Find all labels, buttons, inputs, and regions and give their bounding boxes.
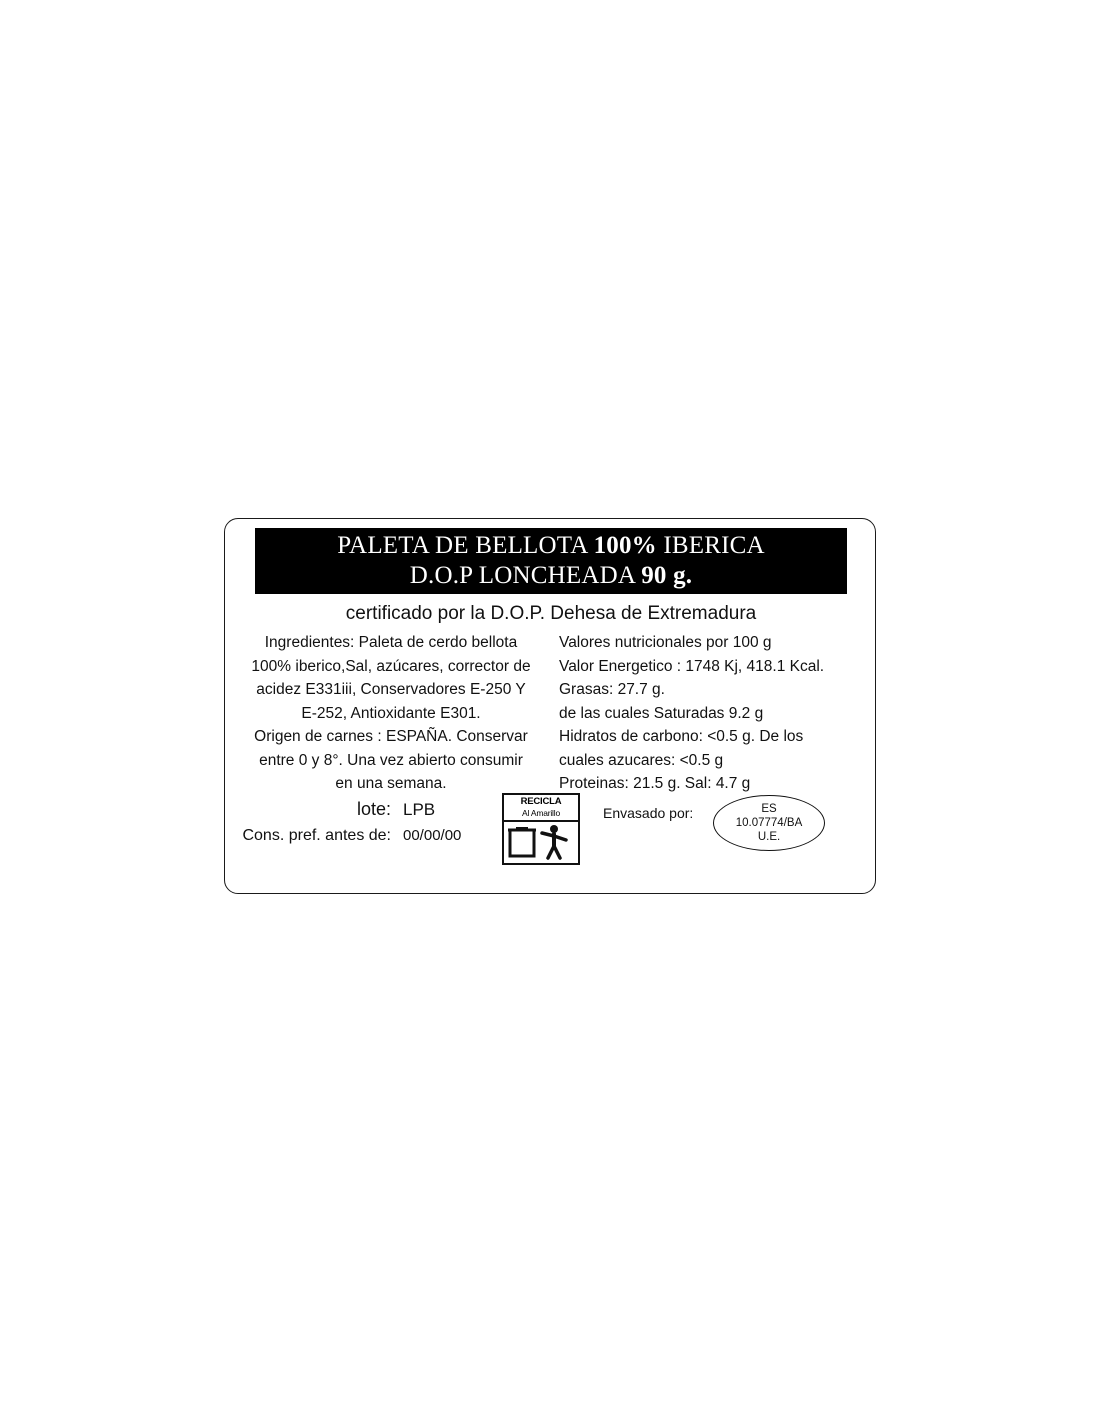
lote-row [231, 799, 481, 820]
best-before-value: 00/00/00 [403, 827, 462, 844]
label-footer [225, 787, 877, 887]
recycle-line-1: RECICLA [520, 796, 562, 807]
ingredients-line-6: entre 0 y 8°. Una vez abierto consumir [259, 751, 523, 769]
ingredients-line-2: 100% iberico,Sal, azúcares, corrector de [251, 657, 531, 675]
recycle-divider [504, 820, 578, 822]
product-label [224, 518, 876, 894]
recycle-icon [502, 793, 580, 865]
ingredients-line-3: acidez E331iii, Conservadores E-250 Y [256, 681, 526, 698]
recycle-line-2: Al Amarillo [522, 807, 560, 818]
ingredients-line-1: Ingredientes: Paleta de cerdo bellota [264, 634, 518, 651]
health-mark-line-3: U.E. [757, 831, 781, 843]
lote-value: LPB [403, 800, 436, 819]
title-line-1 [337, 531, 764, 561]
nutrition-protein: Proteinas: 21.5 g. Sal: 4.7 g [559, 775, 751, 792]
best-before-label: Cons. pref. antes de: [242, 827, 391, 844]
nutrition-energy: Valor Energetico : 1748 Kj, 418.1 Kcal. [559, 657, 825, 675]
label-title-bar [255, 528, 847, 594]
best-before-row [231, 827, 481, 845]
ingredients-line-5: Origen de carnes : ESPAÑA. Conservar [254, 728, 528, 745]
bin-person-icon [506, 824, 576, 860]
health-mark-oval [713, 795, 825, 851]
title-line-2 [410, 561, 692, 591]
label-columns [225, 631, 877, 796]
ingredients-line-7: en una semana. [335, 775, 447, 792]
title-line-1-tail: IBERICA [656, 532, 765, 559]
ingredients-line-4: E-252, Antioxidante E301. [301, 704, 481, 722]
title-line-1-light: PALETA DE BELLOTA [337, 532, 594, 559]
health-mark-line-2: 10.07774/BA [735, 817, 803, 829]
ingredients-block [225, 631, 543, 796]
nutrition-fat: Grasas: 27.7 g. [559, 681, 665, 698]
nutrition-sugars: cuales azucares: <0.5 g [559, 751, 724, 769]
packer-label: Envasado por: [603, 805, 694, 821]
title-line-2-light: D.O.P LONCHEADA [409, 562, 642, 589]
nutrition-carbs: Hidratos de carbono: <0.5 g. De los [559, 728, 804, 745]
nutrition-saturates: de las cuales Saturadas 9.2 g [559, 704, 764, 722]
health-mark-line-1: ES [761, 803, 777, 815]
title-line-2-bold: 90 g. [641, 562, 693, 589]
lote-label: lote: [356, 799, 391, 819]
title-line-1-bold: 100% [593, 532, 657, 559]
nutrition-heading: Valores nutricionales por 100 g [559, 634, 772, 651]
certification-text: certificado por la D.O.P. Dehesa de Extremadura [345, 603, 757, 624]
batch-info [231, 799, 481, 852]
recycle-text [504, 795, 578, 818]
nutrition-block [543, 631, 877, 796]
